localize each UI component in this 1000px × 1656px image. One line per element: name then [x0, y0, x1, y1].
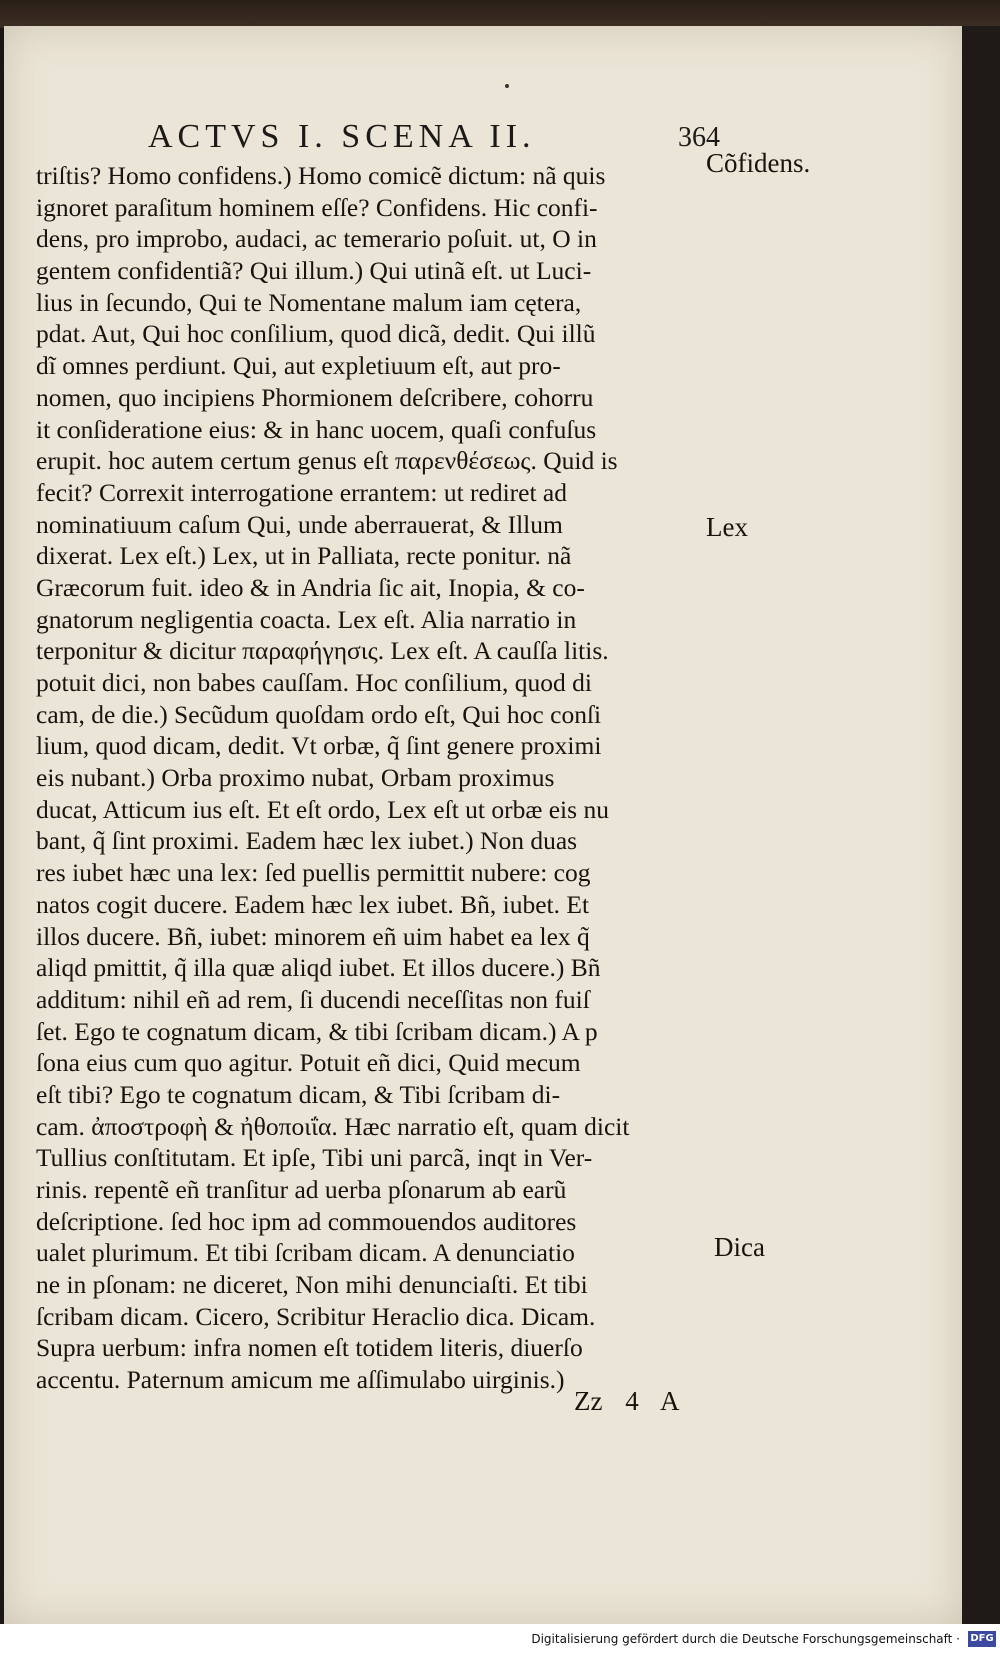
text-line: pdat. Aut, Qui hoc conſilium, quod dicã, dedit. Qui illũ: [36, 319, 596, 349]
text-line: dens, pro improbo, audaci, ac temerario poſuit. ut, O in: [36, 224, 597, 254]
text-line: eſt tibi? Ego te cognatum dicam, & Tibi ſcribam di-: [36, 1079, 561, 1109]
ink-dot: [505, 84, 509, 88]
text-line: dixerat. Lex eſt.) Lex, ut in Palliata, recte ponitur. nã: [36, 541, 572, 571]
dfg-logo: DFG: [968, 1631, 996, 1647]
scan-top-edge: [0, 0, 1000, 28]
text-line: erupit. hoc autem certum genus eſt παρενθέσεως. Quid is: [36, 446, 618, 476]
text-line: nomen, quo incipiens Phormionem deſcribere, cohorru: [36, 382, 594, 412]
text-line: ducat, Atticum ius eſt. Et eſt ordo, Lex eſt ut orbæ eis nu: [36, 794, 609, 824]
text-line: bant, q̃ ſint proximi. Eadem hæc lex iubet.) Non duas: [36, 826, 578, 856]
text-line: triſtis? Homo confidens.) Homo comicẽ dictum: nã quis: [36, 161, 606, 190]
text-line: gnatorum negligentia coacta. Lex eſt. Alia narratio in: [36, 604, 577, 634]
text-line: Tullius conſtitutam. Et ipſe, Tibi uni parcã, inqt in Ver-: [36, 1143, 593, 1173]
text-line: deſcriptione. ſed hoc ipm ad commouendos auditores: [36, 1206, 577, 1236]
text-line: ne in pſonam: ne diceret, Non mihi denunciaſti. Et tibi: [36, 1270, 588, 1300]
running-head: ACTVS I. SCENA II.: [148, 118, 536, 155]
text-line: potuit dici, non babes cauſſam. Hoc conſilium, quod di: [36, 668, 592, 697]
text-line: lius in ſecundo, Qui te Nomentane malum iam cętera,: [36, 287, 582, 317]
text-line: dĩ omnes perdiunt. Qui, aut expletiuum eſt, aut pro-: [36, 351, 561, 381]
text-line: fecit? Correxit interrogatione errantem: ut rediret ad: [36, 477, 568, 507]
margin-note-lex: Lex: [706, 512, 748, 542]
text-line: ſona eius cum quo agitur. Potuit eñ dici, Quid mecum: [36, 1048, 581, 1078]
text-line: ſcribam dicam. Cicero, Scribitur Heraclio dica. Dicam.: [36, 1301, 596, 1331]
text-line: cam. ἀποστροφὴ & ἠθοποιΐα. Hæc narratio eſt, quam dicit: [36, 1111, 630, 1141]
text-line: aliqd pmittit, q̃ illa quæ aliqd iubet. Et illos ducere.) Bñ: [36, 953, 601, 983]
text-line: gentem confidentiã? Qui illum.) Qui utinã eſt. ut Luci-: [36, 256, 592, 286]
text-line: accentu. Paternum amicum me aſſimulabo uirginis.): [36, 1365, 565, 1395]
text-line: Græcorum fuit. ideo & in Andria ſic ait, Inopia, & co-: [36, 572, 585, 602]
text-line: Supra uerbum: infra nomen eſt totidem literis, diuerſo: [36, 1333, 583, 1363]
text-line: illos ducere. Bñ, iubet: minorem eñ uim habet ea lex q̃: [36, 921, 590, 951]
text-line: ualet plurimum. Et tibi ſcribam dicam. A denunciatio: [36, 1238, 575, 1268]
body-text: [36, 160, 741, 1396]
text-line: res iubet hæc una lex: ſed puellis permittit nubere: cog: [36, 858, 591, 888]
margin-note-dica: Dica: [714, 1232, 765, 1262]
catchwords: Zz 4 A: [574, 1386, 680, 1416]
margin-note-confidens: Cõfidens.: [706, 148, 811, 178]
text-line: lium, quod dicam, dedit. Vt orbæ, q̃ ſint genere proximi: [36, 731, 602, 761]
text-line: it conſideratione eius: & in hanc uocem, quaſi confuſus: [36, 414, 597, 444]
text-line: terponitur & dicitur παραφήγησις. Lex eſt. A cauſſa litis.: [36, 636, 609, 666]
text-line: additum: nihil eñ ad rem, ſi ducendi neceſſitas non fuiſ: [36, 984, 590, 1014]
text-line: natos cogit ducere. Eadem hæc lex iubet. Bñ, iubet. Et: [36, 889, 590, 919]
page-number: 364: [678, 122, 720, 153]
text-line: ſet. Ego te cognatum dicam, & tibi ſcribam dicam.) A p: [36, 1016, 598, 1046]
text-line: ignoret paraſitum hominem eſſe? Confidens. Hic confi-: [36, 192, 598, 222]
scan-right-edge: [962, 26, 1000, 1624]
text-line: cam, de die.) Secũdum quoſdam ordo eſt, Qui hoc conſi: [36, 699, 602, 729]
digitization-credit: Digitalisierung gefördert durch die Deutsche Forschungsgemeinschaft ·: [531, 1632, 960, 1646]
text-line: eis nubant.) Orba proximo nubat, Orbam proximus: [36, 763, 555, 793]
text-line: rinis. repentẽ eñ tranſitur ad uerba pſonarum ab earũ: [36, 1175, 567, 1204]
text-line: nominatiuum caſum Qui, unde aberrauerat, & Illum: [36, 509, 563, 539]
